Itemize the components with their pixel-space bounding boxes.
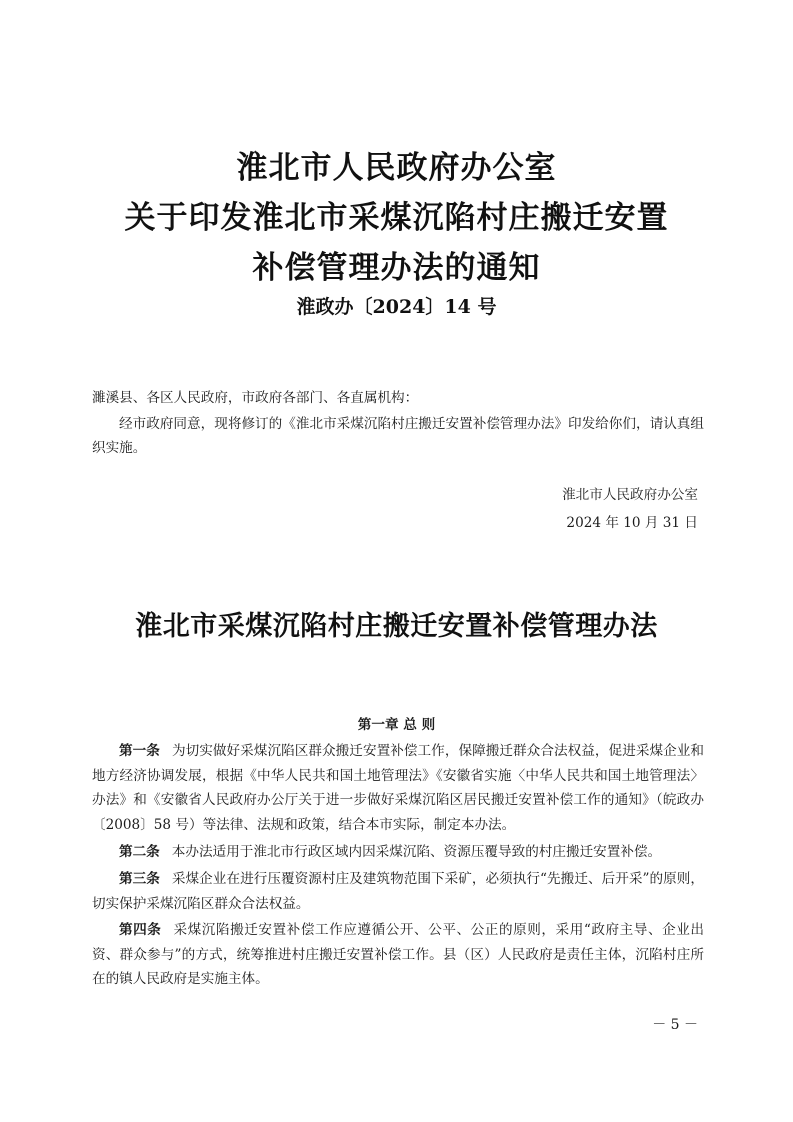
signature-date: 2024 年 10 月 31 日	[566, 515, 698, 531]
article-label: 第二条	[119, 844, 160, 860]
article-4	[92, 918, 704, 992]
page-number: － 5 －	[652, 1017, 698, 1033]
article-label: 第一条	[119, 743, 160, 759]
signature-organization: 淮北市人民政府办公室	[562, 487, 698, 503]
article-text: 为切实做好采煤沉陷区群众搬迁安置补偿工作，保障搬迁群众合法权益，促进采煤企业和地方经济协调发展，根据《中华人民共和国土地管理法》《安徽省实施〈中华人民共和国土地管理法〉办法》和《安徽省人民政府办公厅关于进一步做好采煤沉陷区居民搬迁安置补偿工作的通知》（皖政办〔2008〕58 号）等法律、法规和政策，结合本市实际，制定本办法。	[92, 743, 705, 833]
article-1	[92, 739, 704, 837]
article-text: 采煤沉陷搬迁安置补偿工作应遵循公开、公平、公正的原则，采用“政府主导、企业出资、群众参与”的方式，统筹推进村庄搬迁安置补偿工作。县（区）人民政府是责任主体，沉陷村庄所在的镇人民政府是实施主体。	[92, 922, 705, 987]
notice-title-line-1: 淮北市人民政府办公室	[236, 150, 557, 186]
addressee: 濉溪县、各区人民政府，市政府各部门、各直属机构：	[92, 390, 419, 406]
article-text: 采煤企业在进行压覆资源村庄及建筑物范围下采矿，必须执行“先搬迁、后开采”的原则，切实保护采煤沉陷区群众合法权益。	[92, 871, 704, 912]
measures-title: 淮北市采煤沉陷村庄搬迁安置补偿管理办法	[135, 611, 658, 642]
document-number: 淮政办〔2024〕14 号	[296, 296, 497, 318]
notice-title-line-3: 补偿管理办法的通知	[252, 250, 541, 286]
article-2	[92, 840, 704, 865]
article-label: 第四条	[119, 922, 162, 938]
chapter-heading: 第一章 总 则	[357, 717, 436, 733]
article-label: 第三条	[119, 871, 160, 887]
notice-intro-paragraph: 经市政府同意，现将修订的《淮北市采煤沉陷村庄搬迁安置补偿管理办法》印发给你们，请认真组织实施。	[92, 416, 704, 456]
notice-title-line-2: 关于印发淮北市采煤沉陷村庄搬迁安置	[124, 200, 669, 236]
article-3	[92, 867, 704, 916]
article-text: 本办法适用于淮北市行政区域内因采煤沉陷、资源压覆导致的村庄搬迁安置补偿。	[171, 844, 662, 860]
